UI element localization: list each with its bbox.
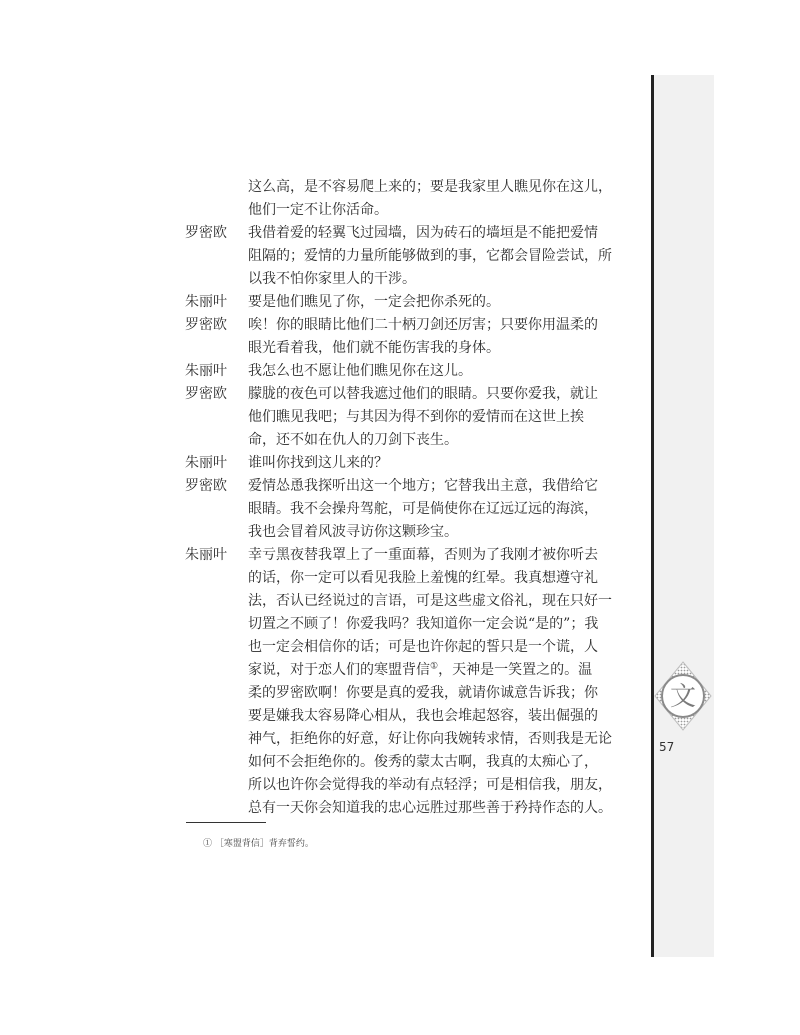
sidebar-band <box>652 75 714 957</box>
speech-line: 唉！你的眼睛比他们二十柄刀剑还厉害；只要你用温柔的 <box>248 317 598 333</box>
speech-lines <box>248 176 615 222</box>
speech-line: 爱情怂恿我探听出这一个地方；它替我出主意，我借给它 <box>248 478 598 494</box>
dialogue-block <box>185 314 615 360</box>
speech-lines <box>248 544 615 820</box>
speech-line: 要是嫌我太容易降心相从，我也会堆起怒容，装出倔强的 <box>248 708 598 724</box>
speech-line: 我借着爱的轻翼飞过园墙，因为砖石的墙垣是不能把爱情 <box>248 225 598 241</box>
speech-line: 以我不怕你家里人的干涉。 <box>248 271 416 287</box>
footnote-reference: ① <box>430 661 439 672</box>
speech-line: 神气，拒绝你的好意，好让你向我婉转求情，否则我是无论 <box>248 731 612 747</box>
dialogue-block <box>185 475 615 544</box>
speech-line: 他们一定不让你活命。 <box>248 202 388 218</box>
dialogue-block <box>185 383 615 452</box>
dialogue-block <box>185 176 615 222</box>
speaker-name: 罗密欧 <box>185 317 227 333</box>
speech-line: 所以也许你会觉得我的举动有点轻浮；可是相信我，朋友， <box>248 777 612 793</box>
speaker-name: 罗密欧 <box>185 386 227 402</box>
speaker-name: 朱丽叶 <box>185 547 227 563</box>
speech-line: 他们瞧见我吧；与其因为得不到你的爱情而在这世上挨 <box>248 409 584 425</box>
speech-line: 我也会冒着风波寻访你这颗珍宝。 <box>248 524 458 540</box>
speech-line: 朦胧的夜色可以替我遮过他们的眼睛。只要你爱我，就让 <box>248 386 598 402</box>
footnote: ① ［寒盟背信］背弃誓约。 <box>203 839 314 849</box>
speech-line: 也一定会相信你的话；可是也许你起的誓只是一个谎，人 <box>248 639 598 655</box>
speech-lines <box>248 383 615 452</box>
speech-line: 的话，你一定可以看见我脸上羞愧的红晕。我真想遵守礼 <box>248 570 598 586</box>
speech-line: 家说，对于恋人们的寒盟背信①，天神是一笑置之的。温 <box>248 661 593 678</box>
emblem-character: 文 <box>669 682 697 712</box>
dialogue-block <box>185 452 615 475</box>
dialogue-block <box>185 360 615 383</box>
speech-line: 命，还不如在仇人的刀剑下丧生。 <box>248 432 458 448</box>
speech-line: 要是他们瞧见了你，一定会把你杀死的。 <box>248 294 500 310</box>
page-number: 57 <box>659 740 675 754</box>
speech-line: 眼光看着我，他们就不能伤害我的身体。 <box>248 340 500 356</box>
sidebar-rule <box>651 75 654 957</box>
speech-lines <box>248 452 615 475</box>
dialogue-block <box>185 544 615 820</box>
speech-line: 眼睛。我不会操舟驾舵，可是倘使你在辽远辽远的海滨， <box>248 501 598 517</box>
speaker-name: 朱丽叶 <box>185 363 227 379</box>
chinese-character-emblem-icon <box>653 660 713 732</box>
speaker-name: 朱丽叶 <box>185 294 227 310</box>
speaker-name: 罗密欧 <box>185 478 227 494</box>
dialogue-block <box>185 222 615 291</box>
speaker-name: 罗密欧 <box>185 225 227 241</box>
speech-lines <box>248 291 615 314</box>
speech-line: 切置之不顾了！你爱我吗？我知道你一定会说“是的”；我 <box>248 616 599 632</box>
speech-line: 幸亏黑夜替我罩上了一重面幕，否则为了我刚才被你听去 <box>248 547 598 563</box>
speech-line: 谁叫你找到这儿来的？ <box>248 455 388 471</box>
speech-lines <box>248 475 615 544</box>
dialogue-block <box>185 291 615 314</box>
footnote-rule <box>186 822 266 823</box>
speech-line: 如何不会拒绝你的。俊秀的蒙太古啊，我真的太痴心了， <box>248 754 598 770</box>
play-dialogue <box>185 176 615 820</box>
speech-line: 阻隔的；爱情的力量所能够做到的事，它都会冒险尝试，所 <box>248 248 612 264</box>
speech-line: 总有一天你会知道我的忠心远胜过那些善于矜持作态的人。 <box>248 800 612 816</box>
speech-lines <box>248 314 615 360</box>
speech-line: 我怎么也不愿让他们瞧见你在这儿。 <box>248 363 472 379</box>
speech-line: 柔的罗密欧啊！你要是真的爱我，就请你诚意告诉我；你 <box>248 685 598 701</box>
speaker-name: 朱丽叶 <box>185 455 227 471</box>
speech-line: 法，否认已经说过的言语，可是这些虚文俗礼，现在只好一 <box>248 593 612 609</box>
speech-line: 这么高，是不容易爬上来的；要是我家里人瞧见你在这儿， <box>248 179 612 195</box>
speech-lines <box>248 360 615 383</box>
speech-lines <box>248 222 615 291</box>
